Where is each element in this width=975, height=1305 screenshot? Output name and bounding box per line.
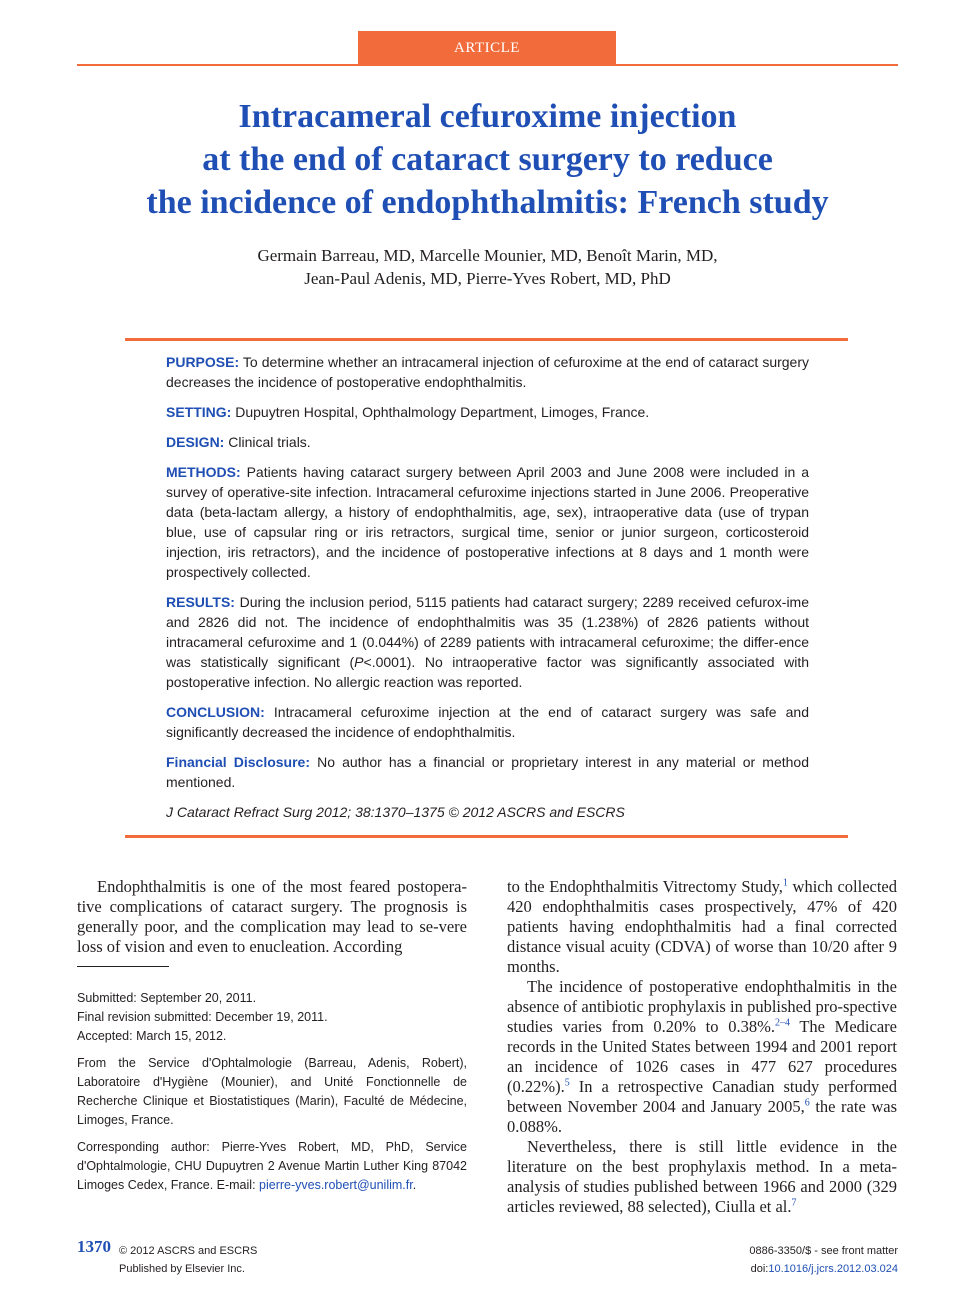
submitted-date: Submitted: September 20, 2011. bbox=[77, 991, 257, 1005]
title-line: at the end of cataract surgery to reduce bbox=[202, 141, 773, 178]
footnote-rule bbox=[77, 966, 169, 967]
body-left-column bbox=[77, 877, 467, 1195]
reference-link[interactable]: 7 bbox=[791, 1197, 797, 1209]
abstract-methods bbox=[166, 462, 809, 582]
text-run: The incidence of postoperative endophthalmitis in the absence of antibiotic prophylaxis in published pro-spective studies varies from 0.20% to 0.38%. bbox=[507, 977, 897, 1036]
methods-label: METHODS: bbox=[166, 464, 241, 480]
footer-right bbox=[600, 1242, 898, 1278]
purpose-label: PURPOSE: bbox=[166, 354, 240, 370]
email-end: . bbox=[412, 1178, 417, 1192]
results-text-end: <.0001). No intraoperative factor was significantly associated with postoperative infection. No allergic reaction was reported. bbox=[166, 654, 809, 690]
text-run: which collected 420 endophthalmitis cases prospectively, 47% of 420 patients having endophthalmitis had a final corrected distance visual acuity (CDVA) of worse than 10/20 after 9 months. bbox=[507, 877, 898, 976]
design-label: DESIGN: bbox=[166, 434, 225, 450]
doi-label: doi: bbox=[750, 1263, 769, 1275]
results-label: RESULTS: bbox=[166, 594, 235, 610]
affiliation: From the Service d'Ophtalmologie (Barreau, Adenis, Robert), Laboratoire d'Hygiène (Mounier), and Unité Fonctionnelle de Recherche Clinique et Biostatistiques (Marin), Faculté de Médecine, Limoges, France. bbox=[77, 1056, 467, 1127]
journal-citation: J Cataract Refract Surg 2012; 38:1370–1375 © 2012 ASCRS and ESCRS bbox=[166, 804, 625, 820]
paragraph-evs bbox=[507, 877, 897, 977]
copyright-line: © 2012 ASCRS and ESCRS bbox=[119, 1245, 258, 1257]
methods-text: Patients having cataract surgery between April 2003 and June 2008 were included in a survey of operative-site infection. Intracameral cefuroxime injections started in June 2006. Preoperative data (beta-lactam allergy, a history of endophthalmitis, age, sex), intraoperative data (use of trypan blue, use of capsular ring or iris retractors, surgical time, senior or junior surgeon, corticosteroid injection, iris retractors), and the incidence of postoperative infections at 8 days and 1 month were prospectively collected. bbox=[166, 464, 809, 580]
abstract-results bbox=[166, 592, 809, 692]
purpose-text: To determine whether an intracameral injection of cefuroxime at the end of cataract surgery decreases the incidence of postoperative endophthalmitis. bbox=[166, 354, 809, 390]
text-run: In a retrospective Canadian study performed between November 2004 and January 2005, bbox=[507, 1077, 897, 1116]
authors-line: Jean-Paul Adenis, MD, Pierre-Yves Robert, MD, PhD bbox=[304, 269, 671, 288]
paragraph-incidence bbox=[507, 977, 897, 1137]
article-title bbox=[60, 95, 915, 224]
section-tab: ARTICLE bbox=[358, 31, 616, 65]
abstract-conclusion bbox=[166, 702, 809, 742]
abstract-disclosure bbox=[166, 752, 809, 792]
conclusion-label: CONCLUSION: bbox=[166, 704, 265, 720]
reference-link[interactable]: 5 bbox=[564, 1077, 570, 1089]
abstract-bottom-rule bbox=[125, 835, 848, 838]
publisher-line: Published by Elsevier Inc. bbox=[119, 1263, 245, 1275]
corresponding-author bbox=[77, 1138, 467, 1195]
email-link[interactable]: pierre-yves.robert@unilim.fr bbox=[259, 1178, 413, 1192]
p-value-symbol: P bbox=[354, 654, 364, 670]
abstract-top-rule bbox=[125, 338, 848, 341]
setting-label: SETTING: bbox=[166, 404, 232, 420]
text-run: The Medicare records in the United States between 1994 and 2001 report an incidence of 1026 cases in 477 627 procedures (0.22%). bbox=[507, 1017, 897, 1096]
results-text: During the inclusion period, 5115 patients had cataract surgery; 2289 received cefurox-ime and 2826 did not. The incidence of endophthalmitis was 35 (1.238%) of 2826 patients without intracameral cefuroxime and 1 (0.044%) of 2289 patients with intracameral cefuroxime; the differ-ence was statistically significant ( bbox=[166, 594, 809, 670]
accepted-date: Accepted: March 15, 2012. bbox=[77, 1029, 227, 1043]
footer-left bbox=[119, 1242, 257, 1278]
header-rule bbox=[77, 64, 898, 66]
doi-line bbox=[600, 1260, 898, 1278]
title-line: the incidence of endophthalmitis: French study bbox=[146, 184, 829, 221]
disclosure-text: No author has a financial or proprietary interest in any material or method mentioned. bbox=[166, 754, 809, 790]
reference-link[interactable]: 2–4 bbox=[774, 1017, 790, 1029]
text-run: to the Endophthalmitis Vitrectomy Study, bbox=[507, 877, 783, 896]
body-right-column bbox=[507, 877, 897, 1217]
corresponding-text: Corresponding author: Pierre-Yves Robert, MD, PhD, Service d'Ophtalmologie, CHU Dupuytren 2 Avenue Martin Luther King 87042 Limoges Cedex, France. E-mail: bbox=[77, 1140, 467, 1192]
issn-line: 0886-3350/$ - see front matter bbox=[749, 1245, 898, 1257]
paragraph-prophylaxis bbox=[507, 1137, 897, 1217]
reference-link[interactable]: 1 bbox=[782, 877, 788, 889]
title-line: Intracameral cefuroxime injection bbox=[238, 98, 737, 135]
page-number: 1370 bbox=[77, 1237, 111, 1256]
text-run: Nevertheless, there is still little evidence in the literature on the best prophylaxis method. In a meta-analysis of studies published between 1966 and 2000 (329 articles reviewed, 88 selected), Ciulla et al. bbox=[507, 1137, 897, 1216]
text-run: the rate was 0.088%. bbox=[507, 1097, 898, 1136]
disclosure-label: Financial Disclosure: bbox=[166, 754, 311, 770]
abstract-design bbox=[166, 432, 809, 452]
design-text: Clinical trials. bbox=[228, 434, 311, 450]
abstract bbox=[166, 352, 809, 832]
setting-text: Dupuytren Hospital, Ophthalmology Department, Limoges, France. bbox=[235, 404, 650, 420]
abstract-purpose bbox=[166, 352, 809, 392]
intro-paragraph: Endophthalmitis is one of the most feared postopera-tive complications of cataract surgery. The prognosis is generally poor, and the complication may lead to se-vere loss of vision and even to enucleation. According bbox=[77, 877, 467, 956]
reference-link[interactable]: 6 bbox=[804, 1097, 810, 1109]
author-list bbox=[100, 244, 875, 290]
final-revision-date: Final revision submitted: December 19, 2011. bbox=[77, 1010, 328, 1024]
doi-link[interactable]: 10.1016/j.jcrs.2012.03.024 bbox=[768, 1263, 898, 1275]
footnotes bbox=[77, 989, 467, 1195]
conclusion-text: Intracameral cefuroxime injection at the end of cataract surgery was safe and significantly decreased the incidence of endophthalmitis. bbox=[166, 704, 809, 740]
authors-line: Germain Barreau, MD, Marcelle Mounier, MD, Benoît Marin, MD, bbox=[257, 246, 718, 265]
abstract-setting bbox=[166, 402, 809, 422]
